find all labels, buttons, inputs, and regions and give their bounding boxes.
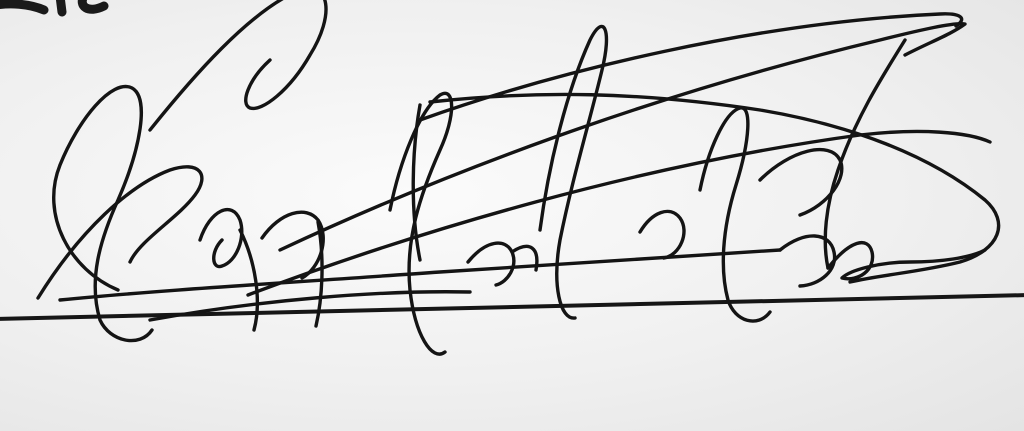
signature-line	[0, 295, 1024, 319]
cropped-header-text	[0, 0, 104, 12]
